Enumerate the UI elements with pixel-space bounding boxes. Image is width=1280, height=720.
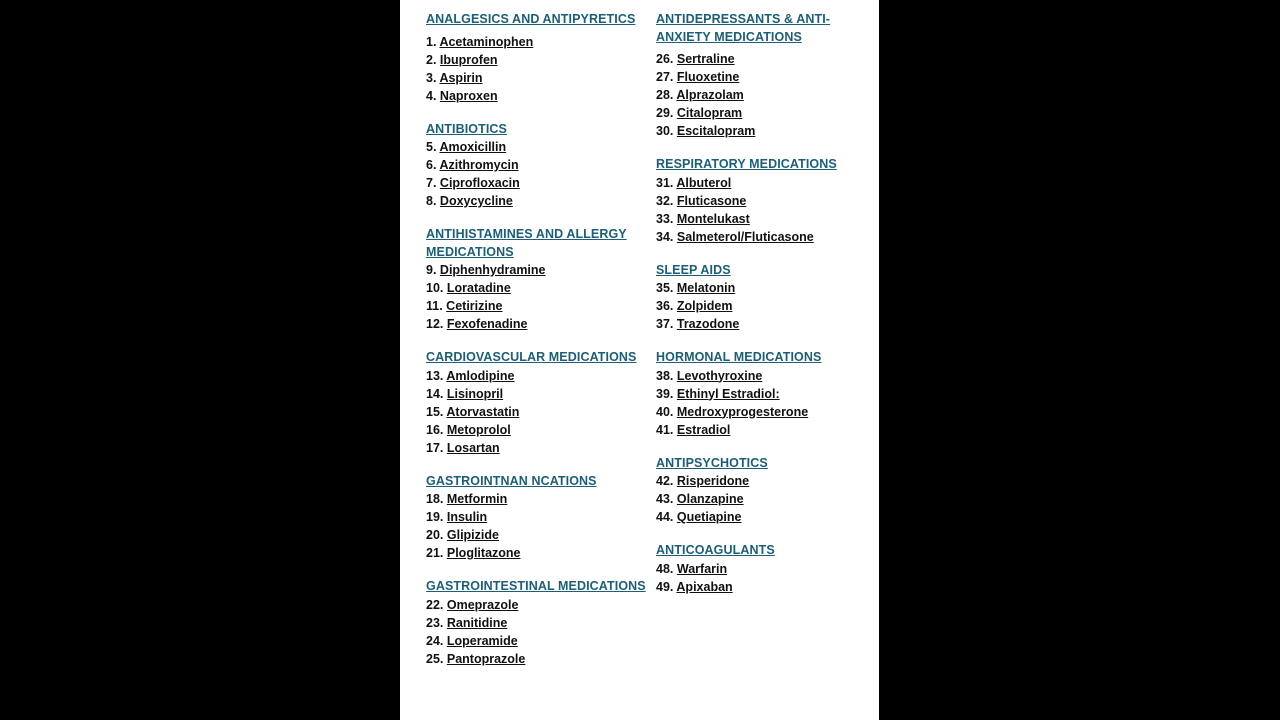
medication-name: Salmeterol/Fluticasone [676,229,814,244]
medication-item [656,68,881,86]
medication-item [656,104,881,122]
medication-item [656,472,881,490]
medication-item [426,439,651,457]
medication-name: Alprazolam [676,88,744,102]
medication-name: Aspirin [439,70,483,85]
medication-item [426,367,651,385]
medication-name: Lisinopril [446,386,504,401]
medication-item [426,261,651,279]
medication-name: Estradiol [676,422,731,437]
item-number: 48. [656,561,674,576]
medication-item [426,192,651,210]
medication-item [656,122,881,140]
section-gastrointestinal-medications [426,578,651,668]
medication-name: Azithromycin [439,158,519,172]
medication-item [426,87,651,105]
section-antidepressants-anti-anxiety-medications [656,11,881,140]
section-hormonal-medications [656,349,881,439]
item-number: 44. [656,510,674,524]
item-number: 3. [426,70,437,85]
medication-item [426,421,651,439]
medication-item [656,279,881,297]
medication-name: Amlodipine [446,368,515,383]
item-number: 43. [656,492,674,506]
section-heading: GASTROINTNAN NCATIONS [426,473,597,488]
medication-name: Risperidone [676,474,750,488]
medication-item [426,51,651,69]
medication-name: Citalopram [676,106,743,120]
medication-item [656,490,881,508]
item-number: 29. [656,106,674,120]
medication-name: Metformin [446,492,508,506]
medication-item [426,279,651,297]
item-number: 32. [656,193,674,208]
medication-item [656,385,881,403]
medication-item [426,33,651,51]
medication-item [426,526,651,544]
section-heading: ANTIBIOTICS [426,121,507,136]
item-number: 5. [426,140,437,154]
item-number: 11. [426,299,443,313]
item-number: 31. [656,175,674,190]
section-analgesics-and-antipyretics [426,11,651,105]
medication-name: Zolpidem [676,299,733,313]
medication-item [426,69,651,87]
medication-name: Glipizide [446,528,499,542]
section-heading: ANTIHISTAMINES AND ALLERGY MEDICATIONS [426,227,627,259]
medication-name: Metoprolol [446,422,511,437]
section-heading: SLEEP AIDS [656,262,731,277]
medication-name: Escitalopram [676,124,756,138]
medication-name: Trazodone [676,317,740,331]
medication-name: Cetirizine [446,299,503,313]
section-antibiotics [426,121,651,211]
medication-name: Doxycycline [439,194,513,208]
medication-name: Ranitidine [446,615,508,630]
item-number: 7. [426,176,437,190]
item-number: 37. [656,317,674,331]
medication-item [656,421,881,439]
item-number: 20. [426,528,444,542]
document-page [400,0,879,720]
medication-item [426,596,651,614]
item-number: 6. [426,158,437,172]
item-number: 14. [426,386,444,401]
medication-item [426,297,651,315]
item-number: 18. [426,492,444,506]
medication-name: Apixaban [676,579,733,594]
medication-item [656,578,881,596]
medication-name: Ploglitazone [446,546,521,560]
medication-item [656,403,881,421]
medication-name: Amoxicillin [439,140,507,154]
medication-name: Fluticasone [676,193,747,208]
item-number: 9. [426,263,437,277]
medication-name: Quetiapine [676,510,742,524]
item-number: 35. [656,281,674,295]
item-number: 16. [426,422,444,437]
medication-name: Loperamide [446,633,518,648]
section-respiratory-medications [656,156,881,246]
medication-name: Fluoxetine [676,70,740,84]
medication-item [426,490,651,508]
item-number: 26. [656,52,674,66]
item-number: 36. [656,299,674,313]
medication-name: Loratadine [446,281,511,295]
medication-item [656,367,881,385]
section-cardiovascular-medications [426,349,651,457]
medication-item [426,403,651,421]
item-number: 12. [426,317,444,331]
item-number: 41. [656,422,674,437]
medication-item [656,508,881,526]
item-number: 27. [656,70,674,84]
medication-item [426,614,651,632]
medication-item [426,650,651,668]
item-number: 4. [426,88,437,103]
medication-name: Olanzapine [676,492,744,506]
item-number: 40. [656,404,674,419]
item-number: 13. [426,368,444,383]
medication-item [426,315,651,333]
section-heading: ANTIDEPRESSANTS & ANTI-ANXIETY MEDICATIONS [656,12,831,44]
item-number: 30. [656,124,674,138]
medication-item [426,385,651,403]
item-number: 24. [426,633,444,648]
medication-item [656,192,881,210]
medication-item [656,50,881,68]
item-number: 15. [426,404,444,419]
medication-name: Atorvastatin [446,404,520,419]
section-heading: ANTICOAGULANTS [656,543,775,557]
section-anticoagulants [656,542,881,596]
medication-name: Warfarin [676,561,728,576]
item-number: 49. [656,579,674,594]
item-number: 2. [426,52,437,67]
section-gastrointnan-ncations [426,473,651,563]
medication-name: Losartan [446,440,500,455]
medication-item [656,228,881,246]
item-number: 8. [426,194,437,208]
item-number: 17. [426,440,444,455]
medication-name: Medroxyprogesterone [676,404,809,419]
item-number: 10. [426,281,444,295]
section-antihistamines-and-allergy-medications [426,226,651,333]
medication-name: Acetaminophen [439,34,534,49]
section-antipsychotics [656,455,881,527]
medication-item [426,156,651,174]
medication-item [656,210,881,228]
medication-name: Melatonin [676,281,736,295]
medication-name: Fexofenadine [446,317,528,331]
medication-item [426,508,651,526]
section-heading: RESPIRATORY MEDICATIONS [656,157,837,171]
medication-name: Naproxen [439,88,498,103]
item-number: 42. [656,474,674,488]
medication-item [656,315,881,333]
section-heading: CARDIOVASCULAR MEDICATIONS [426,350,637,364]
medication-item [656,174,881,192]
section-heading: ANTIPSYCHOTICS [656,455,768,470]
medication-name: Ciprofloxacin [439,176,520,190]
item-number: 28. [656,88,674,102]
section-heading: GASTROINTESTINAL MEDICATIONS [426,579,646,593]
medication-name: Montelukast [676,211,750,226]
medication-item [426,138,651,156]
medication-name: Ibuprofen [439,52,498,67]
medication-name: Levothyroxine [676,368,763,383]
right-column [656,11,881,612]
medication-name: Diphenhydramine [439,263,546,277]
medication-item [656,86,881,104]
item-number: 33. [656,211,674,226]
medication-name: Insulin [446,510,488,524]
item-number: 22. [426,597,444,612]
item-number: 23. [426,615,444,630]
section-heading: ANALGESICS AND ANTIPYRETICS [426,12,636,26]
item-number: 19. [426,510,444,524]
section-sleep-aids [656,262,881,334]
medication-name: Albuterol [676,175,732,190]
medication-item [426,544,651,562]
item-number: 1. [426,34,437,49]
section-heading: HORMONAL MEDICATIONS [656,350,822,364]
item-number: 38. [656,368,674,383]
medication-item [426,632,651,650]
item-number: 21. [426,546,444,560]
medication-name: Sertraline [676,52,735,66]
medication-name: Pantoprazole [446,651,526,666]
left-column [426,11,651,684]
item-number: 34. [656,229,674,244]
item-number: 25. [426,651,444,666]
medication-item [656,560,881,578]
medication-item [656,297,881,315]
item-number: 39. [656,386,674,401]
medication-item [426,174,651,192]
medication-name: Ethinyl Estradiol: [676,386,780,401]
medication-name: Omeprazole [446,597,519,612]
